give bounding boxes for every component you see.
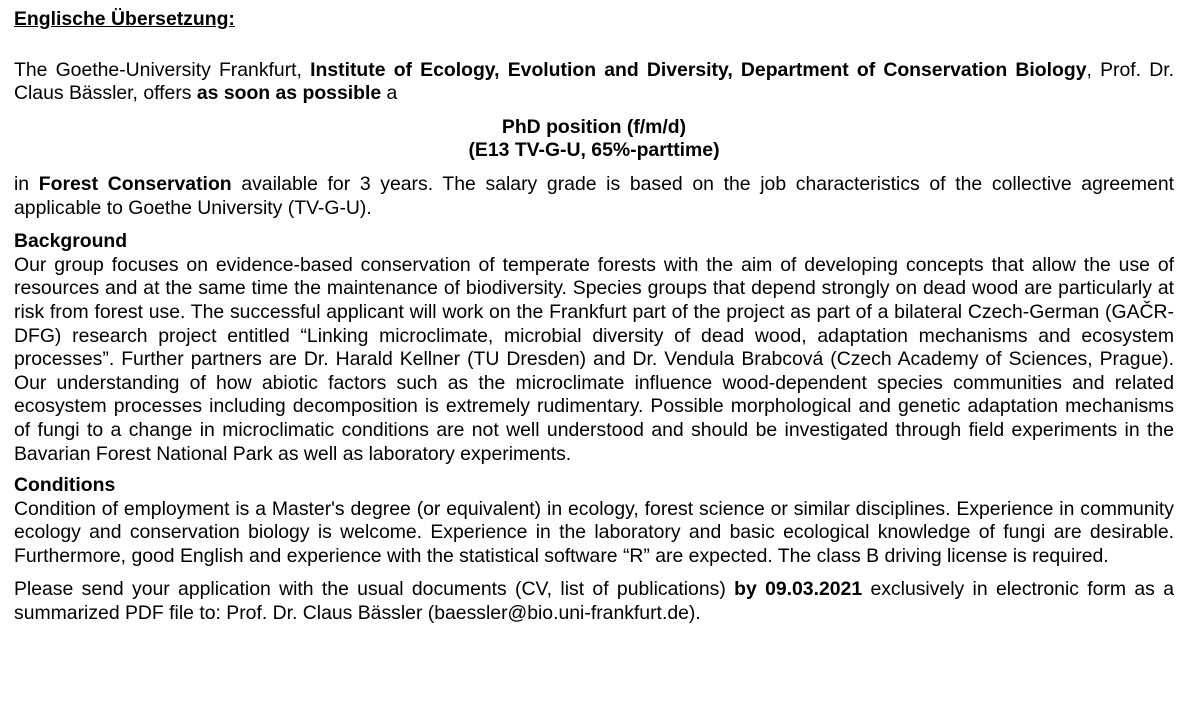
- conditions-section: [14, 474, 1174, 568]
- institute-name: Institute of Ecology, Evolution and Diversity, Department of Conservation Biology: [310, 58, 1087, 81]
- application-text-2: exclusively in electronic form as a summarized PDF file to: Prof. Dr. Claus Bässler (baessler@bio.uni-frankfurt.de).: [14, 578, 1174, 625]
- salary-text-1: in: [14, 172, 39, 195]
- intro-text-3: a: [381, 82, 398, 105]
- deadline-date: by 09.03.2021: [734, 578, 863, 601]
- application-paragraph: [14, 578, 1174, 625]
- salary-paragraph: [14, 173, 1174, 220]
- background-heading: Background: [14, 230, 128, 253]
- field-name: Forest Conservation: [38, 172, 232, 195]
- start-date-emphasis: as soon as possible: [196, 82, 382, 105]
- conditions-heading: Conditions: [14, 474, 116, 497]
- salary-text-2: available for 3 years. The salary grade is based on the job characteristics of the collective agreement applicable to Goethe University (TV-G-U).: [14, 172, 1175, 219]
- position-title-line-2: (E13 TV-G-U, 65%-parttime): [468, 139, 720, 162]
- position-title-line-1: PhD position (f/m/d): [501, 115, 687, 138]
- intro-text-1: The Goethe-University Frankfurt,: [14, 58, 311, 81]
- document-page: [14, 8, 1174, 626]
- intro-paragraph: [14, 59, 1174, 106]
- conditions-paragraph: Condition of employment is a Master's degree (or equivalent) in ecology, forest science or similar disciplines. Experience in community ecology and conservation biology is welcome. Experience in the laboratory and basic ecological knowledge of fungi are desirable. Furthermore, good English and experience with the statistical software “R” are expected. The class B driving license is required.: [14, 497, 1174, 567]
- position-title: [14, 116, 1174, 163]
- intro-text-2: , Prof. Dr. Claus Bässler, offers: [14, 58, 1174, 105]
- translation-heading: Englische Übersetzung:: [14, 8, 235, 30]
- application-text-1: Please send your application with the usual documents (CV, list of publications): [14, 578, 735, 601]
- background-paragraph: Our group focuses on evidence-based conservation of temperate forests with the aim of developing concepts that allow the use of resources and at the same time the maintenance of biodiversity. Species groups that depend strongly on dead wood are particularly at risk from forest use. The successful applicant will work on the Frankfurt part of the project as part of a bilateral Czech-German (GAČR-DFG) research project entitled “Linking microclimate, microbial diversity of dead wood, adaptation mechanisms and ecosystem processes”. Further partners are Dr. Harald Kellner (TU Dresden) and Dr. Vendula Brabcová (Czech Academy of Sciences, Prague). Our understanding of how abiotic factors such as the microclimate influence wood-dependent species communities and related ecosystem processes including decomposition is extremely rudimentary. Possible morphological and genetic adaptation mechanisms of fungi to a change in microclimatic conditions are not well understood and should be investigated through field experiments in the Bavarian Forest National Park as well as laboratory experiments.: [14, 253, 1174, 465]
